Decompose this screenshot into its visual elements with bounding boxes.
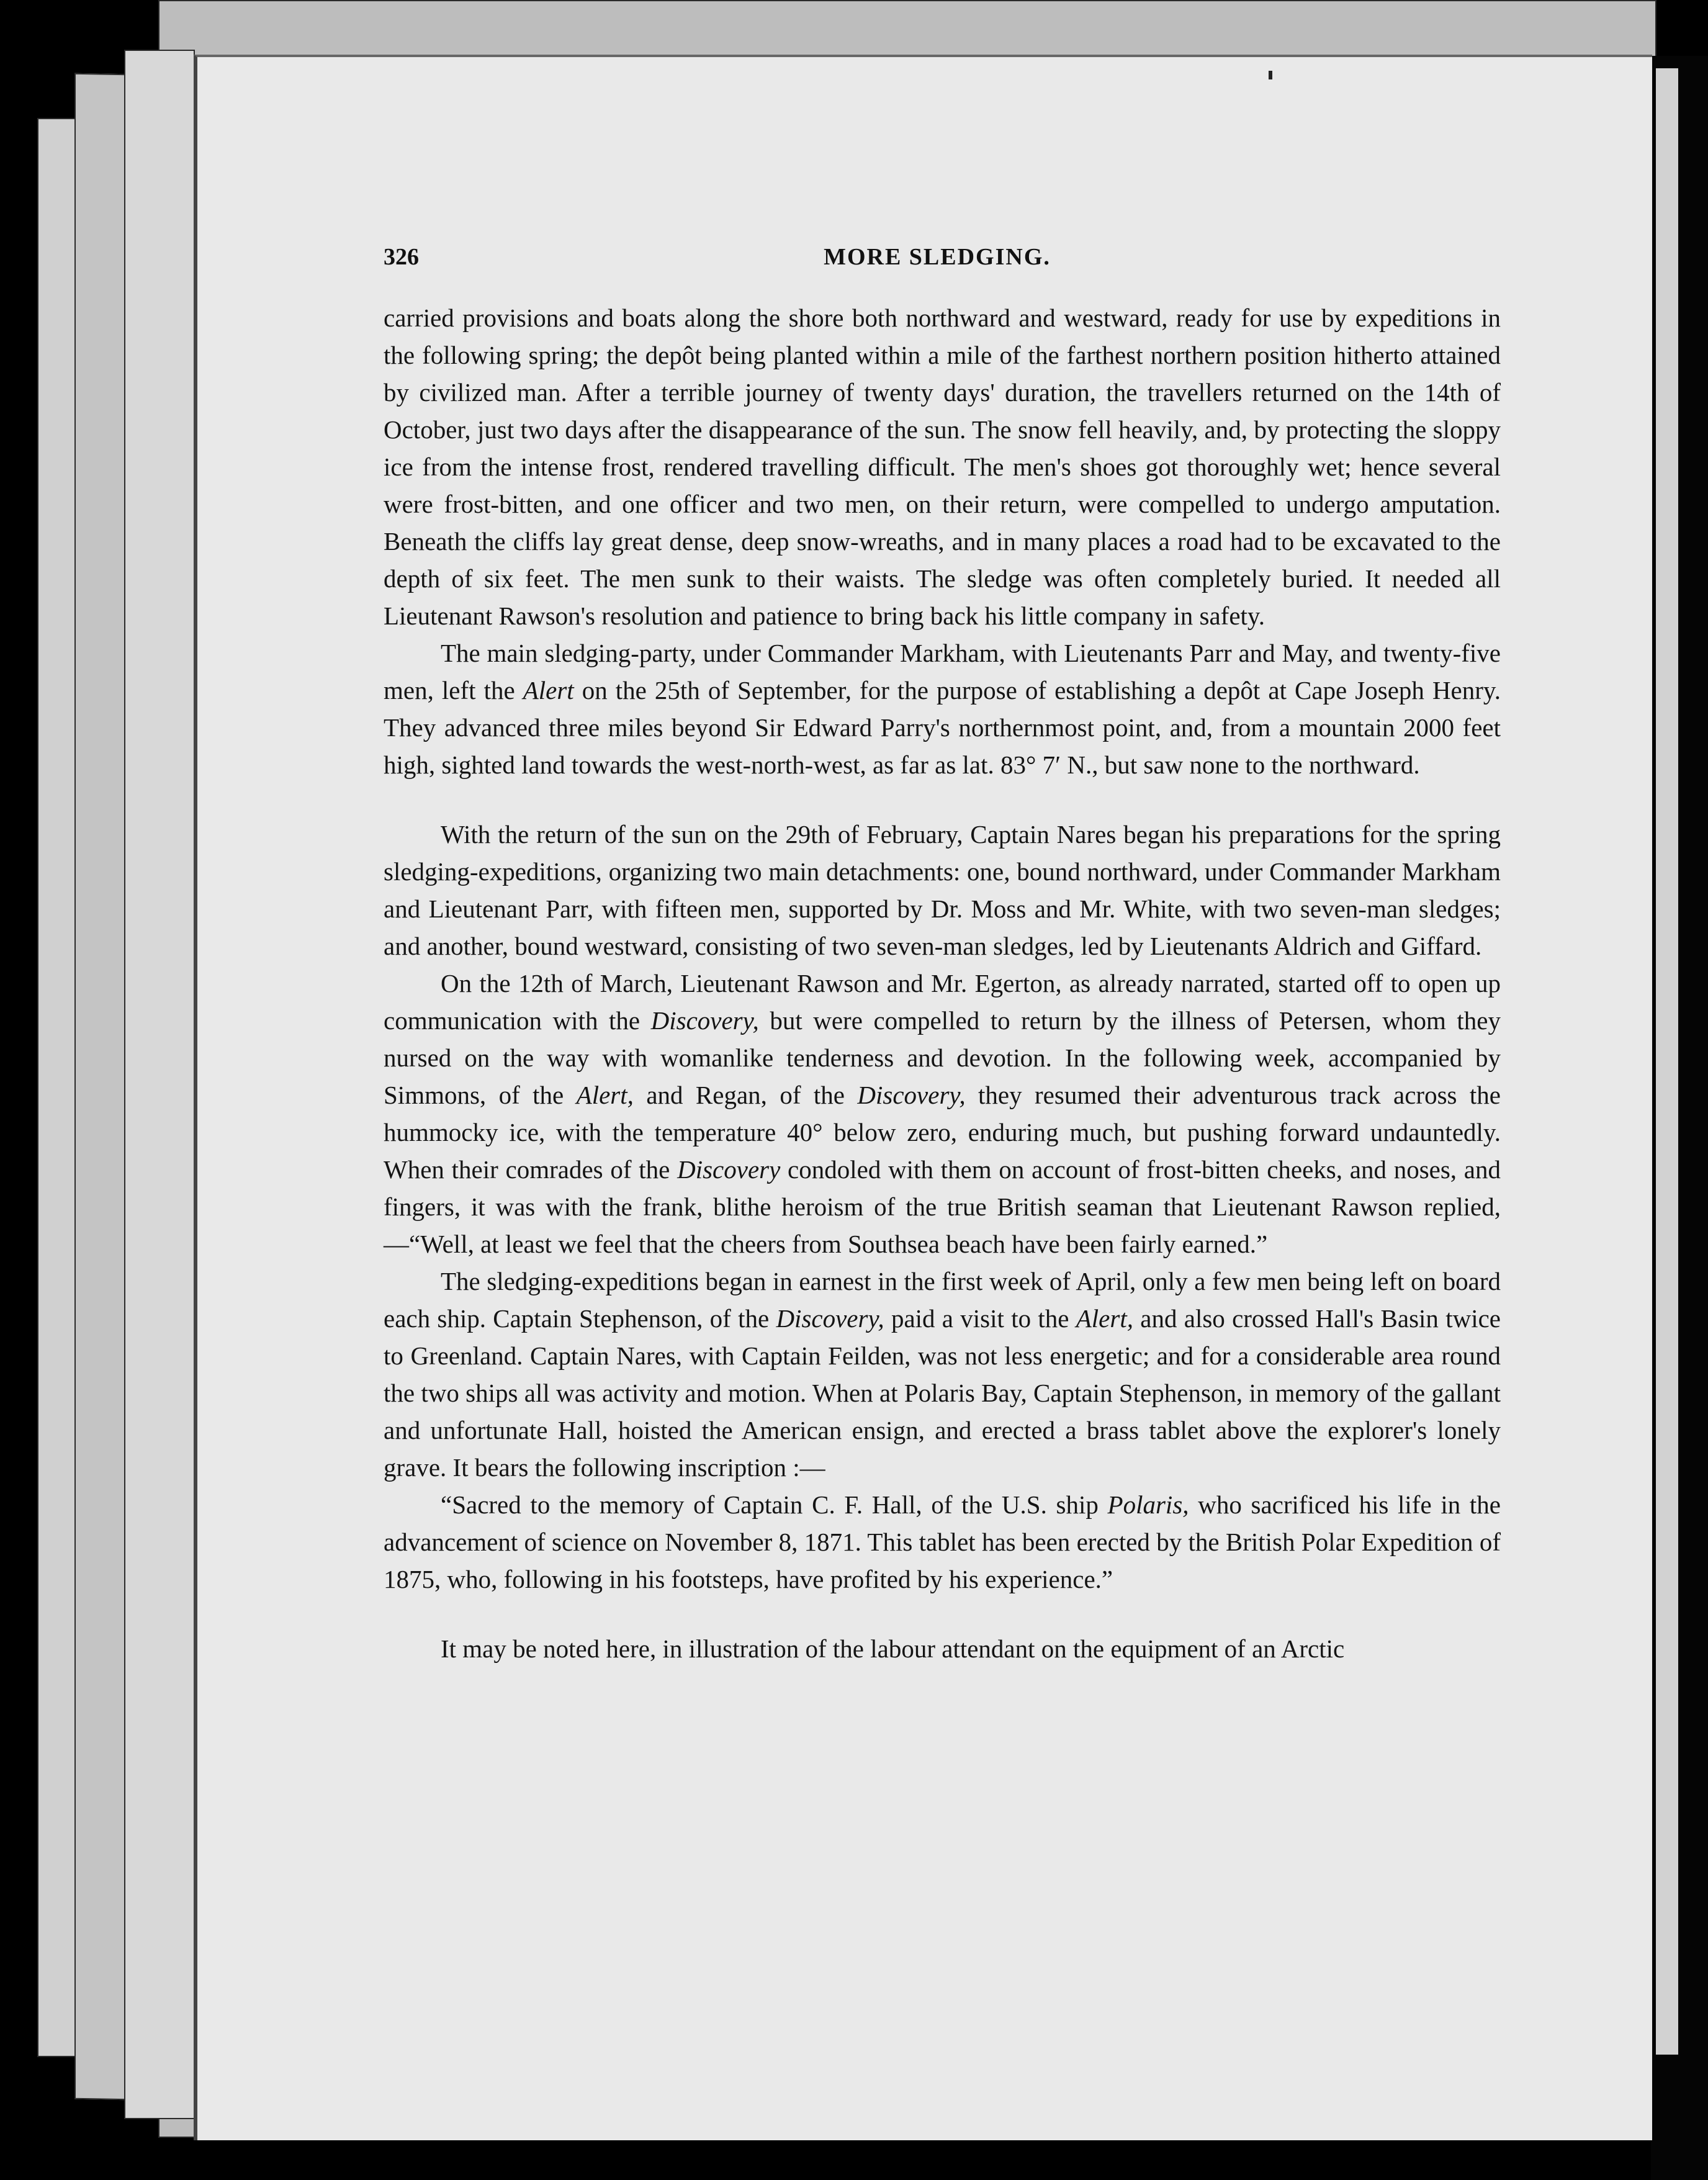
book-page [194, 55, 1652, 2140]
page-number: 326 [384, 244, 419, 270]
paragraph: With the return of the sun on the 29th of February, Captain Nares began his preparations for the spring sledging-expeditions, organizing two main detachments: one, bound northward, under Commander Markham and Lieutenant Parr, with fifteen men, supported by Dr. Moss and Mr. White, with two seven-man sledges; and another, bound westward, consisting of two seven-man sledges, led by Lieutenants Aldrich and Giffard. [384, 820, 1501, 960]
paragraph: carried provisions and boats along the shore both northward and westward, ready for use by expeditions in the following spring; the depôt being planted within a mile of the farthest northern position hitherto attained by civilized man. After a terrible journey of twenty days' duration, the travellers returned on the 14th of October, just two days after the disappearance of the sun. The snow fell heavily, and, by protecting the sloppy ice from the intense frost, rendered travelling difficult. The men's shoes got thoroughly wet; hence several were frost-bitten, and one officer and two men, on their return, were compelled to undergo amputation. Beneath the cliffs lay great dense, deep snow-wreaths, and in many places a road had to be excavated to the depth of six feet. The men sunk to their waists. The sledge was often completely buried. It needed all Lieutenant Rawson's resolution and patience to bring back his little company in safety. [384, 304, 1501, 630]
paragraph: On the 12th of March, Lieutenant Rawson and Mr. Egerton, as already narrated, started off to open up communication with the Discovery, but were compelled to return by the illness of Petersen, whom they nursed on the way with womanlike tenderness and devotion. In the following week, accompanied by Simmons, of the Alert, and Regan, of the Discovery, they resumed their adventurous track across the hummocky ice, with the temperature 40° below zero, enduring much, but pushing forward undauntedly. When their comrades of the Discovery condoled with them on account of frost-bitten cheeks, and noses, and fingers, it was with the frank, blithe heroism of the true British seaman that Lieutenant Rawson replied,—“Well, at least we feel that the cheers from Southsea beach have been fairly earned.” [384, 969, 1501, 1258]
facing-page-edge [1656, 68, 1678, 2055]
book-edge-left-inner [124, 50, 195, 2119]
body-text [384, 299, 1501, 1667]
page-title: MORE SLEDGING. [824, 244, 1051, 270]
running-head [384, 243, 1491, 281]
paragraph: The main sledging-party, under Commander Markham, with Lieutenants Parr and May, and twenty-five men, left the Alert on the 25th of September, for the purpose of establishing a depôt at Cape Joseph Henry. They advanced three miles beyond Sir Edward Parry's northernmost point, and, from a mountain 2000 feet high, sighted land towards the west-north-west, as far as lat. 83° 7′ N., but saw none to the northward. [384, 639, 1501, 779]
paragraph: It may be noted here, in illustration of the labour attendant on the equipment of an Arctic [441, 1634, 1345, 1663]
scan-mark [1269, 71, 1272, 79]
inscription-quote: “Sacred to the memory of Captain C. F. Hall, of the U.S. ship Polaris, who sacrificed his life in the advancement of science on November 8, 1871. This tablet has been erected by the British Polar Expedition of 1875, who, following in his footsteps, have profited by his experience.” [384, 1490, 1501, 1593]
paragraph: The sledging-expeditions began in earnest in the first week of April, only a few men being left on board each ship. Captain Stephenson, of the Discovery, paid a visit to the Alert, and also crossed Hall's Basin twice to Greenland. Captain Nares, with Captain Feilden, was not less energetic; and for a considerable area round the two ships all was activity and motion. When at Polaris Bay, Captain Stephenson, in memory of the gallant and unfortunate Hall, hoisted the American ensign, and erected a brass tablet above the explorer's lonely grave. It bears the following inscription :— [384, 1267, 1501, 1482]
